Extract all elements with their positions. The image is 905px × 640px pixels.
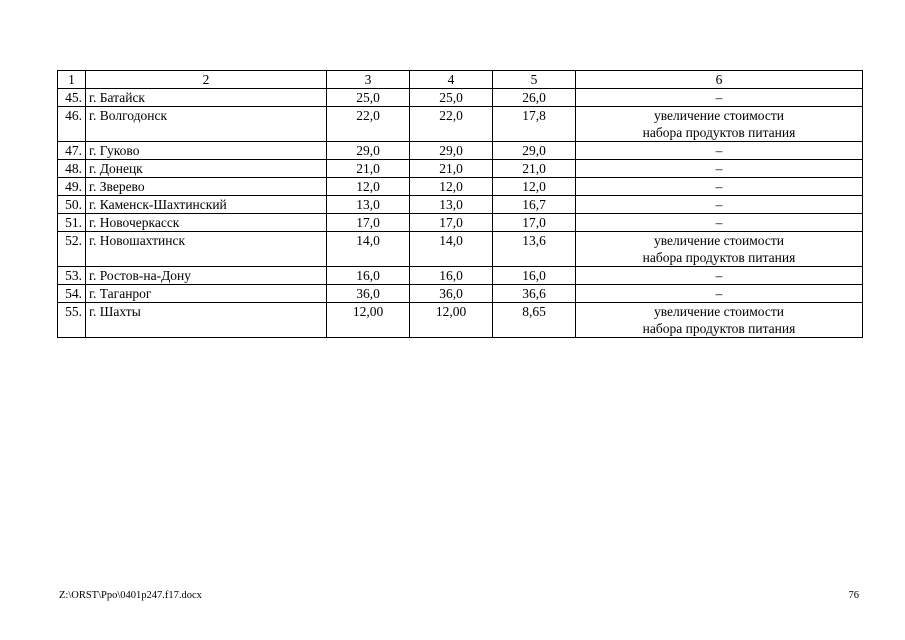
note-line: набора продуктов питания	[642, 250, 796, 265]
city-cell: г. Гуково	[86, 142, 327, 160]
row-number-cell: 46.	[58, 107, 86, 142]
value-cell-3: 12,00	[327, 303, 410, 338]
row-number-cell: 45.	[58, 89, 86, 107]
city-cell: г. Шахты	[86, 303, 327, 338]
header-cell-1: 1	[58, 71, 86, 89]
value-cell-4: 36,0	[410, 285, 493, 303]
header-cell-2: 2	[86, 71, 327, 89]
value-cell-3: 25,0	[327, 89, 410, 107]
value-cell-3: 13,0	[327, 196, 410, 214]
value-cell-4: 22,0	[410, 107, 493, 142]
note-line: набора продуктов питания	[642, 321, 796, 336]
city-cell: г. Новочеркасск	[86, 214, 327, 232]
city-cell: г. Ростов-на-Дону	[86, 267, 327, 285]
header-cell-6: 6	[576, 71, 863, 89]
note-line: увеличение стоимости	[653, 108, 785, 123]
note-cell	[576, 178, 863, 196]
note-line: –	[715, 179, 723, 194]
note-line: –	[715, 268, 723, 283]
note-cell	[576, 267, 863, 285]
table-header-row	[58, 71, 863, 89]
table-row	[58, 107, 863, 142]
city-cell: г. Донецк	[86, 160, 327, 178]
row-number-cell: 55.	[58, 303, 86, 338]
header-cell-5: 5	[493, 71, 576, 89]
table-body	[58, 89, 863, 338]
table-row	[58, 178, 863, 196]
note-cell	[576, 107, 863, 142]
value-cell-5: 26,0	[493, 89, 576, 107]
city-cell: г. Новошахтинск	[86, 232, 327, 267]
row-number-cell: 50.	[58, 196, 86, 214]
note-cell	[576, 89, 863, 107]
note-line: –	[715, 286, 723, 301]
row-number-cell: 51.	[58, 214, 86, 232]
note-line: –	[715, 161, 723, 176]
row-number-cell: 53.	[58, 267, 86, 285]
table-row	[58, 303, 863, 338]
value-cell-3: 14,0	[327, 232, 410, 267]
table-row	[58, 89, 863, 107]
footer-file-path: Z:\ORST\Ppo\0401p247.f17.docx	[59, 590, 202, 601]
page-number: 76	[848, 590, 859, 601]
value-cell-4: 29,0	[410, 142, 493, 160]
note-line: –	[715, 197, 723, 212]
value-cell-5: 36,6	[493, 285, 576, 303]
value-cell-4: 16,0	[410, 267, 493, 285]
note-line: увеличение стоимости	[653, 233, 785, 248]
value-cell-5: 29,0	[493, 142, 576, 160]
table-row	[58, 285, 863, 303]
row-number-cell: 48.	[58, 160, 86, 178]
value-cell-5: 17,8	[493, 107, 576, 142]
value-cell-4: 21,0	[410, 160, 493, 178]
value-cell-4: 14,0	[410, 232, 493, 267]
value-cell-3: 12,0	[327, 178, 410, 196]
value-cell-3: 16,0	[327, 267, 410, 285]
row-number-cell: 54.	[58, 285, 86, 303]
note-cell	[576, 142, 863, 160]
note-cell	[576, 196, 863, 214]
value-cell-5: 21,0	[493, 160, 576, 178]
note-cell	[576, 214, 863, 232]
value-cell-4: 17,0	[410, 214, 493, 232]
note-line: –	[715, 90, 723, 105]
value-cell-5: 13,6	[493, 232, 576, 267]
row-number-cell: 52.	[58, 232, 86, 267]
city-cell: г. Каменск-Шахтинский	[86, 196, 327, 214]
city-cell: г. Таганрог	[86, 285, 327, 303]
table-row	[58, 232, 863, 267]
note-line: набора продуктов питания	[642, 125, 796, 140]
value-cell-3: 17,0	[327, 214, 410, 232]
note-line: увеличение стоимости	[653, 304, 785, 319]
value-cell-3: 36,0	[327, 285, 410, 303]
header-cell-3: 3	[327, 71, 410, 89]
city-cell: г. Зверево	[86, 178, 327, 196]
city-cell: г. Волгодонск	[86, 107, 327, 142]
value-cell-5: 16,0	[493, 267, 576, 285]
value-cell-5: 17,0	[493, 214, 576, 232]
table-row	[58, 196, 863, 214]
value-cell-3: 21,0	[327, 160, 410, 178]
value-cell-3: 22,0	[327, 107, 410, 142]
note-cell	[576, 232, 863, 267]
note-line: –	[715, 143, 723, 158]
note-cell	[576, 160, 863, 178]
data-table	[57, 70, 863, 338]
header-cell-4: 4	[410, 71, 493, 89]
value-cell-4: 12,00	[410, 303, 493, 338]
city-cell: г. Батайск	[86, 89, 327, 107]
value-cell-5: 8,65	[493, 303, 576, 338]
note-cell	[576, 303, 863, 338]
value-cell-4: 25,0	[410, 89, 493, 107]
value-cell-3: 29,0	[327, 142, 410, 160]
table-row	[58, 267, 863, 285]
row-number-cell: 49.	[58, 178, 86, 196]
value-cell-5: 12,0	[493, 178, 576, 196]
note-line: –	[715, 215, 723, 230]
table-row	[58, 160, 863, 178]
value-cell-4: 13,0	[410, 196, 493, 214]
value-cell-5: 16,7	[493, 196, 576, 214]
table-row	[58, 142, 863, 160]
note-cell	[576, 285, 863, 303]
table-row	[58, 214, 863, 232]
row-number-cell: 47.	[58, 142, 86, 160]
value-cell-4: 12,0	[410, 178, 493, 196]
